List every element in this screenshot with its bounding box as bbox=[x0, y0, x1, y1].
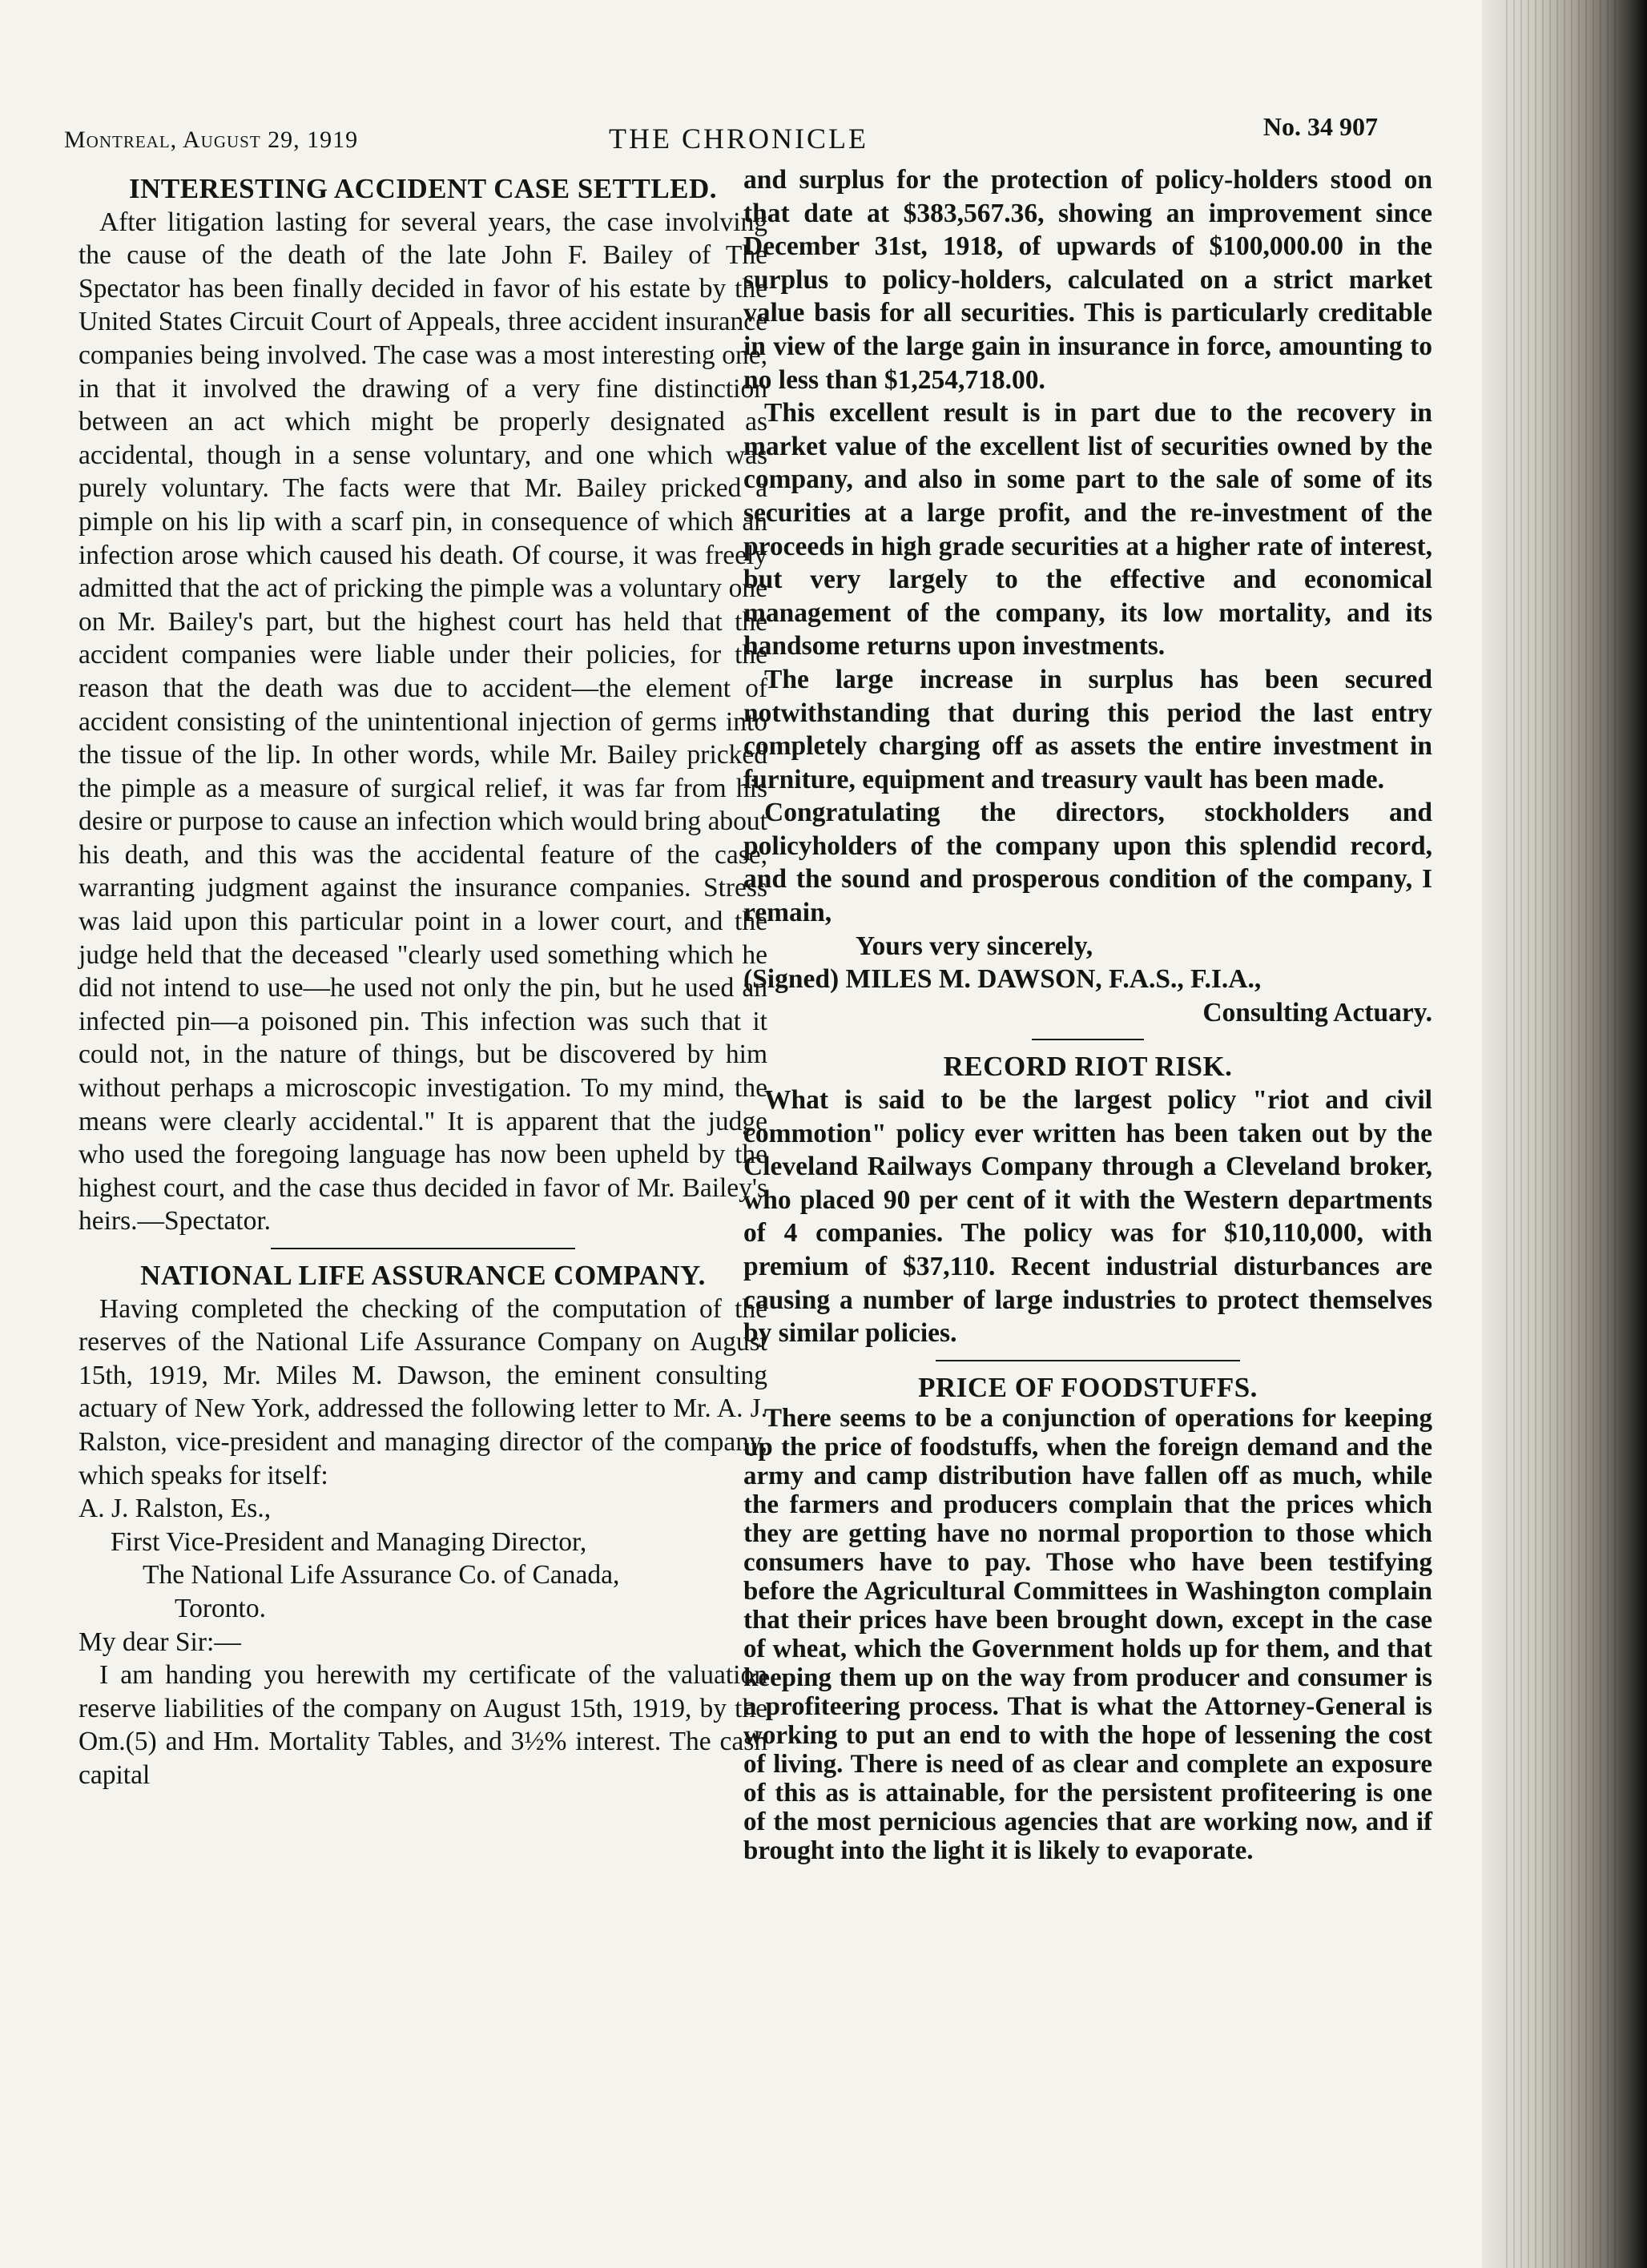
divider bbox=[271, 1248, 575, 1249]
article-title-riot-risk: RECORD RIOT RISK. bbox=[943, 1051, 1233, 1083]
letter-address-city: Toronto. bbox=[175, 1593, 266, 1623]
divider bbox=[1032, 1039, 1144, 1040]
header-page-number: No. 34 907 bbox=[1262, 112, 1378, 141]
article-body-foodstuffs: There seems to be a conjunction of operations for keeping up the price of foodstuffs, when the foreign demand and the army and camp distribution have fallen off as much, while the farmers and producers complain that the prices which they are getting have no normal proportion to those which consumers have to pay. Those who have been testifying before the Agricultural Committees in Washington complain that their prices have been brought down, except in the case of wheat, which the Government holds up for them, and that keeping them up on the way from producer and consumer is a profiteering process. That is what the Attorney-General is working to put an end to with the hope of lessening the cost of living. There is need of as clear and complete an exposure of this as is attainable, for the persistent profiteering is one of the most pernicious agencies that are working now, and if brought into the light it is likely to evaporate. bbox=[743, 1404, 1432, 1866]
article-title-foodstuffs: PRICE OF FOODSTUFFS. bbox=[918, 1371, 1258, 1403]
letter-paragraph-3: The large increase in surplus has been secured notwithstanding that during this period the last entry completely charging off as assets the entire investment in furniture, equipment and treasury vault has been made. bbox=[743, 664, 1432, 794]
letter-address-title: First Vice-President and Managing Director, bbox=[111, 1526, 587, 1557]
letter-body-start: I am handing you herewith my certificate of the valuation reserve liabilities of the company on August 15th, 1919, by the Om.(5) and Hm. Mortality Tables, and 3½% interest. The cash capital bbox=[79, 1660, 767, 1790]
divider bbox=[936, 1360, 1240, 1361]
letter-salutation: My dear Sir:— bbox=[79, 1627, 241, 1657]
right-column bbox=[743, 163, 1432, 1865]
article-title-national-life: NATIONAL LIFE ASSURANCE COMPANY. bbox=[140, 1260, 706, 1291]
article-title-accident: INTERESTING ACCIDENT CASE SETTLED. bbox=[128, 173, 718, 204]
page-edges bbox=[1506, 0, 1618, 2268]
letter-signature-title: Consulting Actuary. bbox=[1202, 997, 1432, 1027]
article-intro-national-life: Having completed the checking of the computation of the reserves of the National Life Assurance Company on August 15th, 1919, Mr. Miles M. Dawson, the eminent consulting actuary of New York, addressed the following letter to Mr. A. J. Ralston, vice-president and managing director of the company, which speaks for itself: bbox=[79, 1293, 767, 1490]
letter-closing: Yours very sincerely, bbox=[856, 931, 1093, 961]
left-column bbox=[79, 172, 767, 1792]
header-date: Montreal, August 29, 1919 bbox=[64, 127, 359, 153]
article-body-riot-risk: What is said to be the largest policy "riot and civil commotion" policy ever written has been taken out by the Cleveland Railways Company through a Cleveland broker, who placed 90 per cent of it with the Western departments of 4 companies. The policy was for $10,110,000, with premium of $37,110. Recent industrial disturbances are causing a number of large industries to protect themselves by similar policies. bbox=[743, 1085, 1432, 1349]
letter-body-continued: and surplus for the protection of policy-holders stood on that date at $383,567.36, showing an improvement since December 31st, 1918, of upwards of $100,000.00 in the surplus to policy-holders, calculated on a strict market value basis for all securities. This is particularly creditable in view of the large gain in insurance in force, amounting to no less than $1,254,718.00. bbox=[743, 165, 1432, 395]
page-header bbox=[64, 112, 1378, 160]
header-publication: THE CHRONICLE bbox=[609, 123, 868, 155]
letter-signature: (Signed) MILES M. DAWSON, F.A.S., F.I.A., bbox=[743, 964, 1262, 995]
letter-paragraph-2: This excellent result is in part due to the recovery in market value of the excellent list of securities owned by the company, and also in some part to the sale of some of its securities at a large profit, and the re-investment of the proceeds in high grade securities at a higher rate of interest, but very largely to the effective and economical management of the company, its low mortality, and its handsome returns upon investments. bbox=[743, 398, 1432, 662]
letter-address-company: The National Life Assurance Co. of Canada, bbox=[143, 1560, 620, 1590]
article-body-accident: After litigation lasting for several years, the case involving the cause of the death of the late John F. Bailey of The Spectator has been finally decided in favor of his estate by the United States Circuit Court of Appeals, three accident insurance companies being involved. The case was a most interesting one, in that it involved the drawing of a very fine distinction between an act which might be properly designated as accidental, though in a sense voluntary, and one which was purely voluntary. The facts were that Mr. Bailey pricked a pimple on his lip with a scarf pin, in consequence of which an infection arose which caused his death. Of course, it was freely admitted that the act of pricking the pimple was a voluntary one on Mr. Bailey's part, but the highest court has held that the accident companies were liable under their policies, for the reason that the death was due to accident—the element of accident consisting of the unintentional injection of germs into the tissue of the lip. In other words, while Mr. Bailey pricked the pimple as a measure of surgical relief, it was far from his desire or purpose to cause an infection which would bring about his death, and this was the accidental feature of the case, warranting judgment against the insurance companies. Stress was laid upon this particular point in a lower court, and the judge held that the deceased "clearly used something which he did not intend to use—he used not only the pin, but he used an infected pin—a poisoned pin. This infection was such that it could not, in the nature of things, but be discovered by him without perhaps a microscopic investigation. To my mind, the means were clearly accidental." It is apparent that the judge who used the foregoing language has now been upheld by the highest court, and the case thus decided in favor of Mr. Bailey's heirs.—Spectator. bbox=[79, 207, 767, 1237]
letter-paragraph-4: Congratulating the directors, stockholders and policyholders of the company upon this splendid record, and the sound and prosperous condition of the company, I remain, bbox=[743, 798, 1432, 928]
letter-address-name: A. J. Ralston, Es., bbox=[79, 1494, 272, 1524]
